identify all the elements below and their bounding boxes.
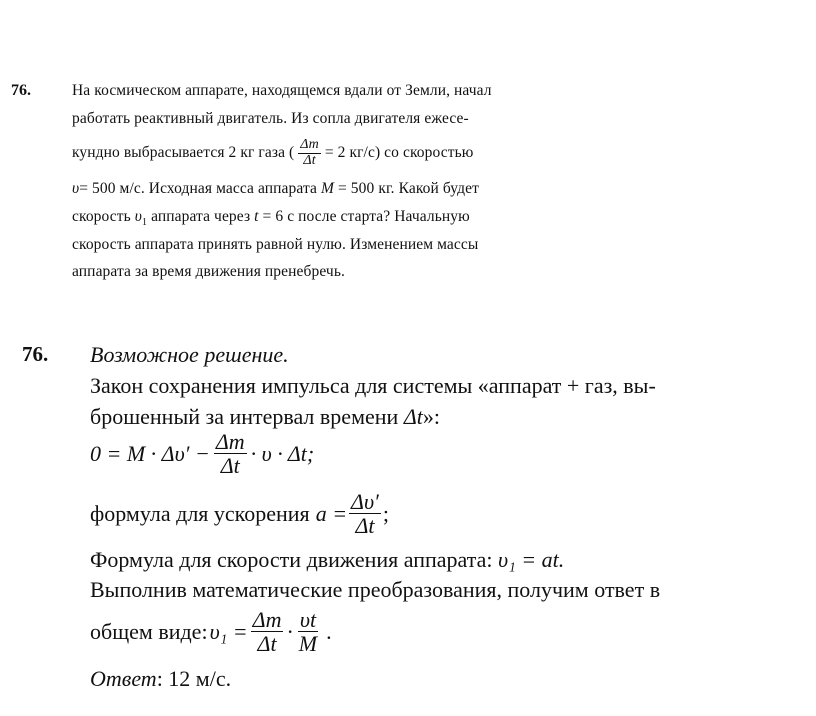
general-fraction-1 xyxy=(251,608,284,655)
general-left: υ₁ = xyxy=(209,618,248,644)
problem-line-7: аппарата за время движения пренебречь. xyxy=(72,263,345,280)
problem-rate-fraction xyxy=(298,138,321,168)
problem-line-4-text: = 500 м/с. Исходная масса аппарата xyxy=(79,180,321,197)
general-dot: · xyxy=(286,618,294,644)
speed-label: Формула для скорости движения аппарата: xyxy=(90,547,499,572)
answer-label: Ответ xyxy=(90,666,157,691)
general-numerator-1: Δm xyxy=(252,607,282,632)
answer-value: : 12 м/с. xyxy=(156,666,232,691)
law-line-2-end: »: xyxy=(422,404,440,429)
solution-heading: Возможное решение. xyxy=(90,342,289,367)
problem-rate-numerator: Δm xyxy=(300,137,319,152)
problem-time-symbol: t xyxy=(254,208,259,225)
problem-line-3 xyxy=(72,138,473,168)
general-end: . xyxy=(326,618,332,644)
accel-fraction xyxy=(349,490,381,537)
general-formula xyxy=(90,608,332,655)
transform-line: Выполнив математические преобразования, получим ответ в xyxy=(90,577,661,602)
problem-line-3-rest: = 2 кг/с) со скоростью xyxy=(324,143,474,161)
problem-rate-denominator: Δt xyxy=(303,152,316,168)
problem-line-1: На космическом аппарате, находящемся вдали от Земли, начал xyxy=(72,82,492,99)
speed-formula: υ₁ = at. xyxy=(498,547,565,572)
problem-line-6: скорость аппарата принять равной нулю. Изменением массы xyxy=(72,236,479,253)
eq1-denominator: Δt xyxy=(220,453,240,479)
general-denominator-1: Δt xyxy=(257,631,277,657)
problem-line-5 xyxy=(72,208,470,228)
momentum-equation xyxy=(90,430,314,477)
problem-line-4-rest: = 500 кг. Какой будет xyxy=(334,180,479,197)
accel-numerator: Δυ′ xyxy=(351,489,379,514)
solution-number: 76. xyxy=(22,342,49,366)
general-label: общем виде: xyxy=(90,618,208,644)
problem-v1-symbol: υ xyxy=(134,208,142,225)
problem-mass-symbol: M xyxy=(320,180,334,197)
problem-line-4 xyxy=(72,180,479,198)
general-numerator-2: υt xyxy=(299,607,317,632)
speed-formula-line xyxy=(90,547,564,573)
problem-line-2: работать реактивный двигатель. Из сопла двигателя ежесе- xyxy=(72,110,469,127)
problem-v1-subscript: 1 xyxy=(141,217,148,229)
law-line-1: Закон сохранения импульса для системы «аппарат + газ, вы- xyxy=(90,373,656,398)
eq1-fraction xyxy=(214,430,247,477)
accel-left: a = xyxy=(315,500,348,526)
problem-line-5-rest: = 6 с после старта? Начальную xyxy=(258,208,470,225)
eq1-numerator: Δm xyxy=(215,429,245,454)
law-line-2 xyxy=(90,404,440,430)
eq1-left: 0 = M · Δυ′ − xyxy=(90,440,210,466)
problem-number: 76. xyxy=(11,82,31,99)
problem-line-3-text: кундно выбрасывается 2 кг газа ( xyxy=(72,143,295,161)
answer-line xyxy=(90,666,231,692)
acceleration-formula xyxy=(90,490,389,537)
general-denominator-2: M xyxy=(298,631,318,657)
law-line-2-text: брошенный за интервал времени xyxy=(90,404,404,429)
general-fraction-2 xyxy=(297,608,319,655)
accel-denominator: Δt xyxy=(355,513,375,539)
eq1-right: · υ · Δt; xyxy=(250,440,315,466)
accel-label: формула для ускорения xyxy=(90,500,310,526)
problem-line-5-mid: аппарата через xyxy=(147,208,255,225)
accel-end: ; xyxy=(382,500,389,526)
problem-velocity-symbol: υ xyxy=(72,180,80,197)
law-line-2-symbol: Δt xyxy=(403,404,423,429)
problem-line-5-text: скорость xyxy=(72,208,135,225)
